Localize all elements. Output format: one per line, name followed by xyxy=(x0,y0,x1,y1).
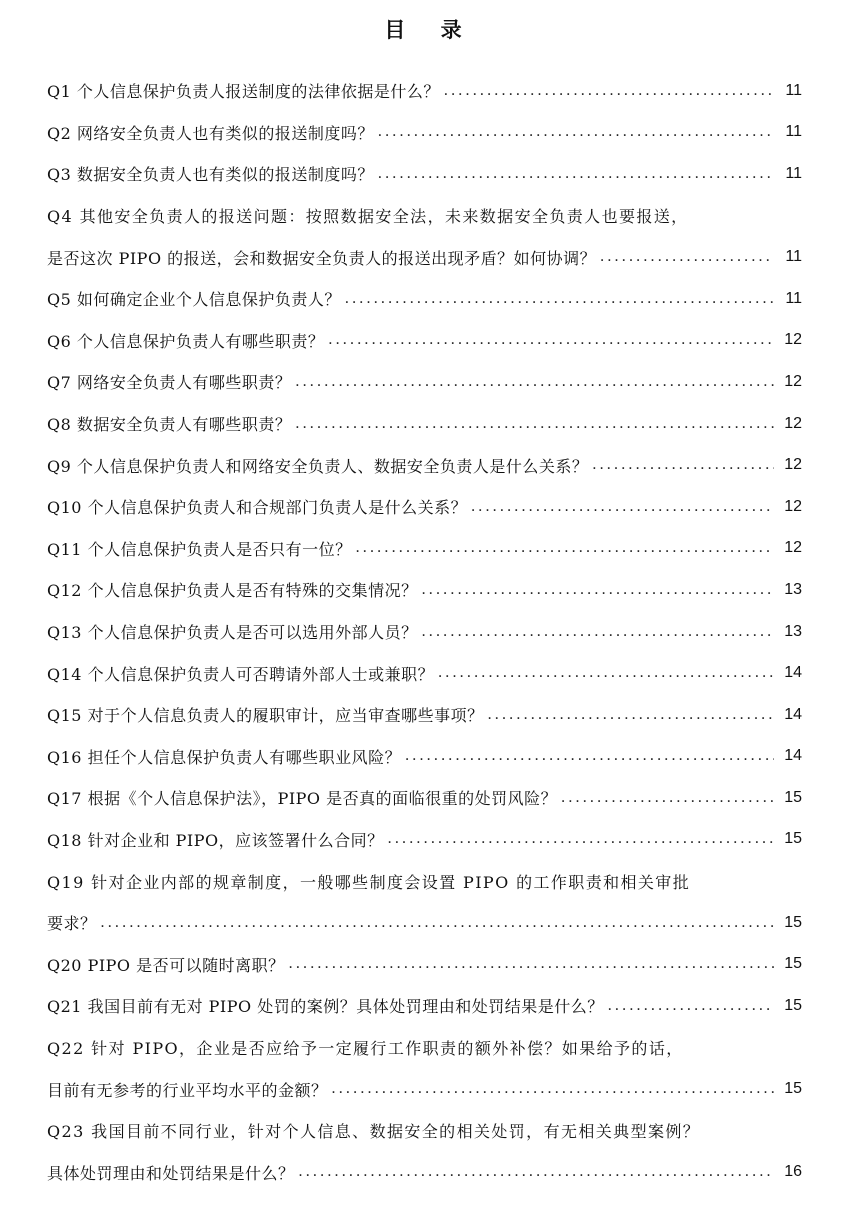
toc-leader-dots xyxy=(438,664,774,682)
toc-page-number: 14 xyxy=(784,705,802,723)
toc-entry-text: Q3 数据安全负责人也有类似的报送制度吗？ xyxy=(47,165,374,185)
toc-entry[interactable] xyxy=(47,777,802,819)
toc-page-number: 15 xyxy=(784,955,802,973)
toc-entry-text: Q5 如何确定企业个人信息保护负责人？ xyxy=(47,290,341,310)
toc-entry-text: Q9 个人信息保护负责人和网络安全负责人、数据安全负责人是什么关系？ xyxy=(47,456,589,476)
toc-leader-dots xyxy=(299,1163,774,1181)
toc-entry-text: Q14 个人信息保护负责人可否聘请外部人士或兼职？ xyxy=(47,664,435,684)
toc-entry[interactable] xyxy=(47,153,802,195)
toc-entry[interactable] xyxy=(47,985,802,1027)
toc-entry[interactable] xyxy=(47,943,802,985)
toc-entry[interactable] xyxy=(47,652,802,694)
toc-page-number: 11 xyxy=(785,123,802,141)
toc-entry[interactable] xyxy=(47,569,802,611)
toc-leader-dots xyxy=(332,1080,774,1098)
toc-page-number: 15 xyxy=(784,913,802,931)
toc-leader-dots xyxy=(295,415,774,433)
toc-entry-text: Q23 我国目前不同行业，针对个人信息、数据安全的相关处罚，有无相关典型案例？ xyxy=(47,1122,701,1142)
toc-leader-dots xyxy=(592,456,774,474)
toc-page-number: 15 xyxy=(784,996,802,1014)
toc-page-number: 16 xyxy=(784,1163,802,1181)
table-of-contents xyxy=(47,70,802,1193)
toc-leader-dots xyxy=(295,373,774,391)
toc-page-number: 11 xyxy=(785,248,802,266)
toc-leader-dots xyxy=(488,706,774,724)
toc-entry[interactable] xyxy=(47,611,802,653)
toc-leader-dots xyxy=(378,123,774,141)
toc-leader-dots xyxy=(289,955,774,973)
toc-entry-text: Q12 个人信息保护负责人是否有特殊的交集情况？ xyxy=(47,581,418,601)
toc-leader-dots xyxy=(328,331,774,349)
toc-entry-text: Q6 个人信息保护负责人有哪些职责？ xyxy=(47,331,325,351)
toc-entry[interactable] xyxy=(47,486,802,528)
toc-leader-dots xyxy=(378,165,774,183)
toc-entry-text: Q20 PIPO 是否可以随时离职？ xyxy=(47,955,285,975)
toc-entry[interactable] xyxy=(47,403,802,445)
toc-page-number: 12 xyxy=(784,372,802,390)
toc-leader-dots xyxy=(444,82,774,100)
toc-page-number: 14 xyxy=(784,747,802,765)
toc-leader-dots xyxy=(388,830,774,848)
toc-page-number: 12 xyxy=(784,331,802,349)
toc-entry-text: 目前有无参考的行业平均水平的金额？ xyxy=(47,1080,328,1100)
toc-entry[interactable] xyxy=(47,444,802,486)
toc-leader-dots xyxy=(608,997,774,1015)
toc-entry-text: Q19 针对企业内部的规章制度，一般哪些制度会设置 PIPO 的工作职责和相关审批 xyxy=(47,872,691,892)
toc-entry-text: 具体处罚理由和处罚结果是什么？ xyxy=(47,1163,295,1183)
toc-leader-dots xyxy=(422,623,774,641)
toc-entry-text: Q22 针对 PIPO，企业是否应给予一定履行工作职责的额外补偿？如果给予的话， xyxy=(47,1038,684,1058)
toc-entry-text: Q21 我国目前有无对 PIPO 处罚的案例？具体处罚理由和处罚结果是什么？ xyxy=(47,997,604,1017)
toc-entry[interactable] xyxy=(47,1027,802,1069)
toc-page-number: 15 xyxy=(784,788,802,806)
toc-leader-dots xyxy=(600,248,774,266)
toc-entry[interactable] xyxy=(47,112,802,154)
toc-entry[interactable] xyxy=(47,1151,802,1193)
toc-page-number: 15 xyxy=(784,1080,802,1098)
toc-entry[interactable] xyxy=(47,236,802,278)
toc-entry[interactable] xyxy=(47,320,802,362)
toc-entry[interactable] xyxy=(47,195,802,237)
toc-entry-text: Q7 网络安全负责人有哪些职责？ xyxy=(47,373,292,393)
toc-page-number: 11 xyxy=(785,289,802,307)
toc-entry-text: Q11 个人信息保护负责人是否只有一位？ xyxy=(47,539,352,559)
toc-page-number: 11 xyxy=(785,81,802,99)
toc-entry[interactable] xyxy=(47,528,802,570)
toc-title: 目 录 xyxy=(384,18,476,42)
toc-entry-text: Q17 根据《个人信息保护法》，PIPO 是否真的面临很重的处罚风险？ xyxy=(47,789,558,809)
toc-entry[interactable] xyxy=(47,902,802,944)
toc-entry[interactable] xyxy=(47,736,802,778)
toc-leader-dots xyxy=(356,539,774,557)
toc-entry-text: 要求？ xyxy=(47,914,97,934)
toc-entry[interactable] xyxy=(47,819,802,861)
toc-page-number: 13 xyxy=(784,622,802,640)
toc-entry-text: Q4 其他安全负责人的报送问题：按照数据安全法，未来数据安全负责人也要报送， xyxy=(47,207,689,227)
toc-entry-text: Q8 数据安全负责人有哪些职责？ xyxy=(47,415,292,435)
toc-page-number: 13 xyxy=(784,580,802,598)
toc-leader-dots xyxy=(345,290,774,308)
toc-entry[interactable] xyxy=(47,70,802,112)
toc-page-number: 14 xyxy=(784,664,802,682)
toc-entry[interactable] xyxy=(47,1110,802,1152)
toc-page-number: 12 xyxy=(784,414,802,432)
toc-entry[interactable] xyxy=(47,361,802,403)
toc-entry-text: Q15 对于个人信息负责人的履职审计，应当审查哪些事项？ xyxy=(47,706,484,726)
toc-page-number: 12 xyxy=(784,497,802,515)
toc-page-number: 12 xyxy=(784,456,802,474)
toc-entry-text: 是否这次 PIPO 的报送，会和数据安全负责人的报送出现矛盾？如何协调？ xyxy=(47,248,597,268)
toc-leader-dots xyxy=(471,498,774,516)
toc-entry[interactable] xyxy=(47,278,802,320)
toc-entry-text: Q18 针对企业和 PIPO，应该签署什么合同？ xyxy=(47,830,384,850)
toc-entry-text: Q10 个人信息保护负责人和合规部门负责人是什么关系？ xyxy=(47,498,468,518)
toc-leader-dots xyxy=(561,789,774,807)
toc-entry-text: Q16 担任个人信息保护负责人有哪些职业风险？ xyxy=(47,747,402,767)
toc-leader-dots xyxy=(422,581,774,599)
toc-entry-text: Q2 网络安全负责人也有类似的报送制度吗？ xyxy=(47,123,374,143)
toc-entry-text: Q1 个人信息保护负责人报送制度的法律依据是什么？ xyxy=(47,82,440,102)
toc-leader-dots xyxy=(101,914,774,932)
toc-entry[interactable] xyxy=(47,1068,802,1110)
toc-entry[interactable] xyxy=(47,694,802,736)
toc-page-number: 12 xyxy=(784,539,802,557)
toc-entry[interactable] xyxy=(47,860,802,902)
toc-page-number: 11 xyxy=(785,164,802,182)
toc-leader-dots xyxy=(405,747,774,765)
toc-page-number: 15 xyxy=(784,830,802,848)
toc-entry-text: Q13 个人信息保护负责人是否可以选用外部人员？ xyxy=(47,623,418,643)
